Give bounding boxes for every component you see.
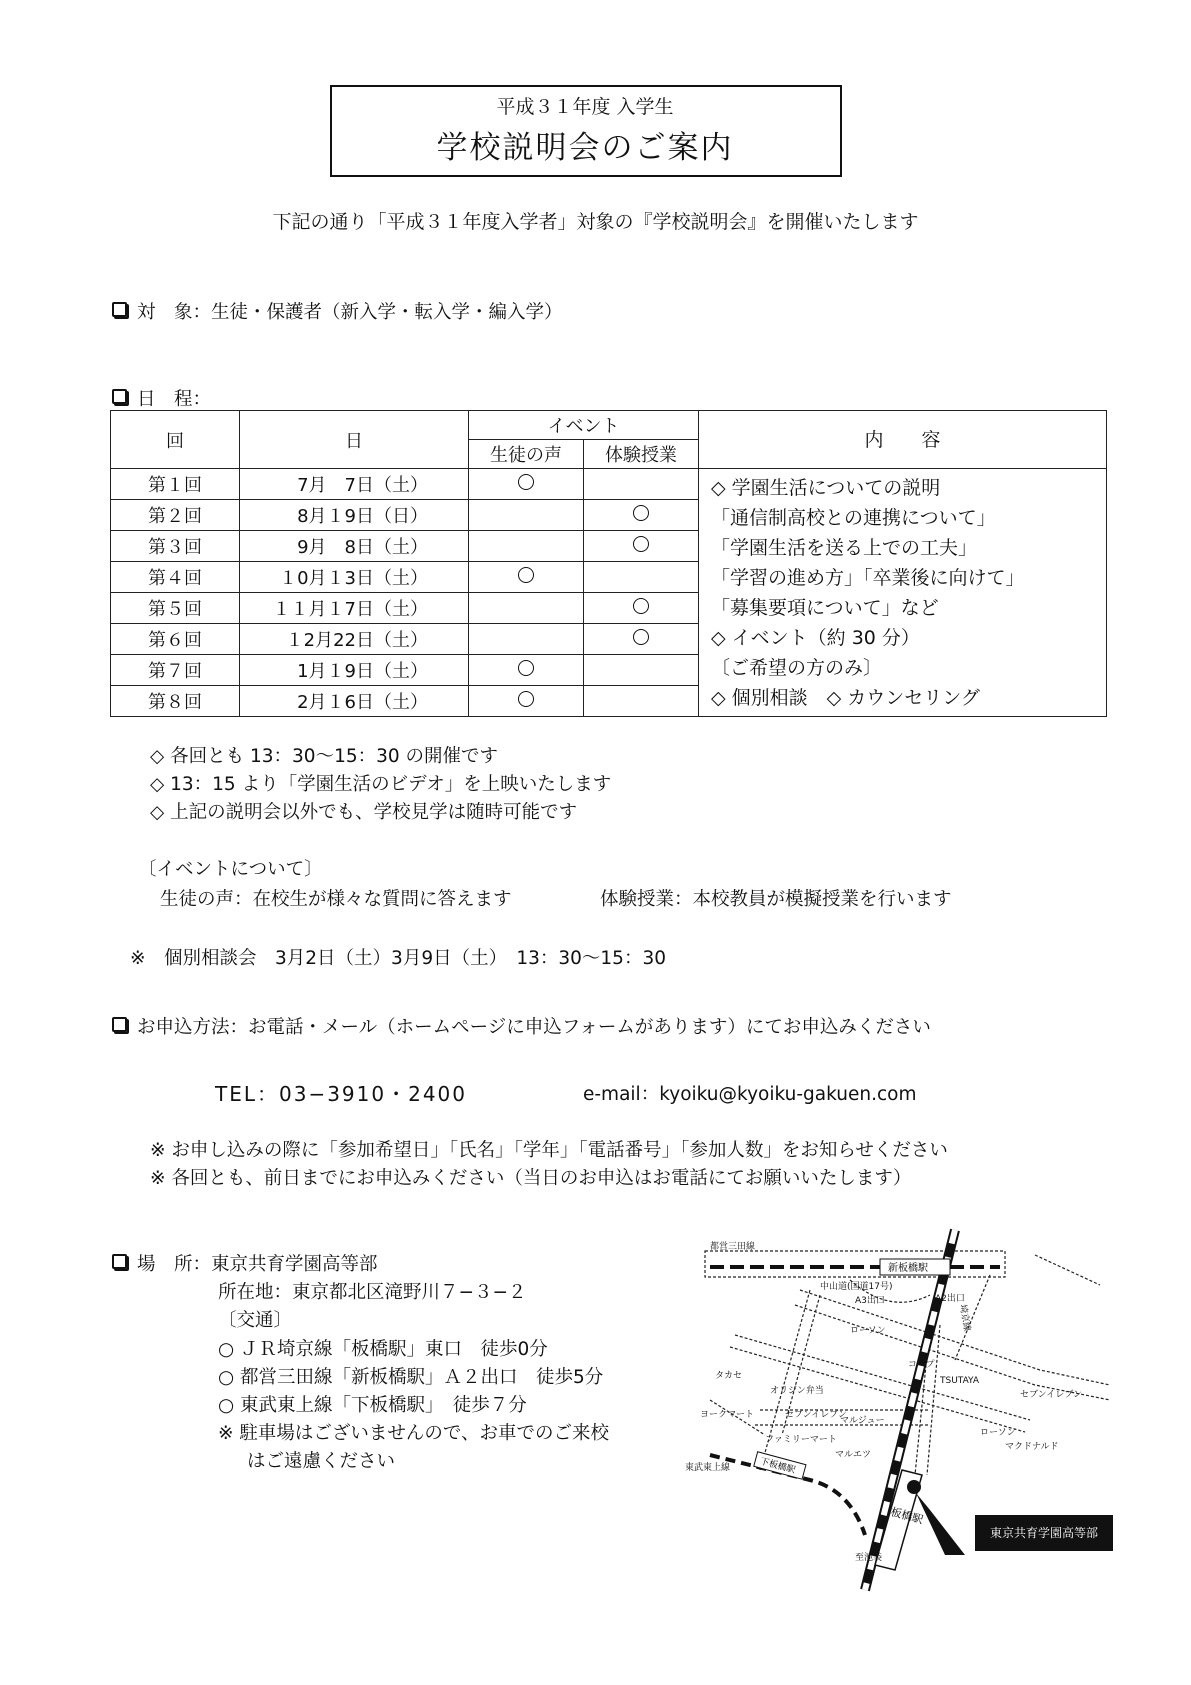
voice-cell [469, 500, 584, 531]
note-time: ◇ 各回とも 13：30〜15：30 の開催です [150, 746, 499, 767]
map-school-pointer [916, 1493, 965, 1555]
email-address: e-mail：kyoiku@kyoiku-gakuen.com [583, 1084, 917, 1105]
voice-cell [469, 531, 584, 562]
session-number: 第４回 [111, 562, 240, 593]
map-road-nakasendo [705, 1251, 1005, 1277]
map-label-ikebukuro: 至池袋 [855, 1553, 883, 1563]
session-number: 第５回 [111, 593, 240, 624]
map-label-maruju: マルジュー [840, 1416, 885, 1426]
consultation-note: ※ 個別相談会 3月2日（土）3月9日（土） 13：30〜15：30 [130, 948, 666, 969]
map-road [800, 1290, 1110, 1385]
target-value: 生徒・保護者（新入学・転入学・編入学） [211, 302, 563, 323]
map-road [1035, 1255, 1100, 1285]
access-tobu: ○ 東武東上線「下板橋駅」 徒歩７分 [218, 1395, 527, 1416]
header-event: イベント [469, 411, 699, 440]
session-date: 1月１9日（土） [240, 655, 469, 686]
apply-note-1: ※ お申し込みの際に「参加希望日」「氏名」「学年」「電話番号」「参加人数」をお知らせください [150, 1140, 948, 1161]
title-subtitle: 平成３１年度 入学生 [496, 96, 674, 118]
header-no: 回 [111, 411, 240, 469]
voice-cell [469, 655, 584, 686]
school-name: 東京共育学園高等部 [211, 1254, 378, 1275]
events-about-heading: 〔イベントについて〕 [138, 859, 323, 880]
access-jr: ○ ＪＲ埼京線「板橋駅」東口 徒歩0分 [218, 1339, 548, 1360]
target-section [112, 298, 563, 324]
trial-cell [584, 593, 699, 624]
header-date: 日 [240, 411, 469, 469]
map-label-a3: A3出口 [855, 1296, 885, 1306]
schedule-label: 日 程： [137, 389, 212, 410]
content-line: 「学園生活を送る上での工夫」 [711, 537, 978, 559]
map-school-marker [907, 1480, 921, 1494]
session-number: 第８回 [111, 686, 240, 717]
note-visit: ◇ 上記の説明会以外でも、学校見学は随時可能です [150, 802, 578, 823]
trial-cell [584, 686, 699, 717]
checkbox-bullet-icon [112, 389, 127, 404]
trial-cell [584, 531, 699, 562]
content-line: ◇ イベント（約 30 分） [711, 627, 920, 649]
session-date: １0月１3日（土） [240, 562, 469, 593]
voice-cell [469, 686, 584, 717]
content-line: 「学習の進め方」「卒業後に向けて」 [711, 567, 1025, 589]
header-trial: 体験授業 [584, 440, 699, 469]
schedule-section-heading [112, 385, 211, 411]
circle-mark-icon [633, 505, 649, 521]
content-line: ◇ 学園生活についての説明 [711, 477, 941, 499]
content-line: 「通信制高校との連携について」 [711, 507, 996, 529]
parking-note-cont: はご遠慮ください [247, 1451, 396, 1472]
map-label-mcd: マクドナルド [1005, 1442, 1059, 1452]
checkbox-bullet-icon [112, 1017, 127, 1032]
apply-section [112, 1013, 931, 1039]
map-label-toei: 都営三田線 [710, 1242, 756, 1252]
session-date: 9月 8日（土） [240, 531, 469, 562]
session-date: １2月22日（土） [240, 624, 469, 655]
session-number: 第７回 [111, 655, 240, 686]
map-label-coop: コープ [908, 1360, 935, 1370]
header-voice: 生徒の声 [469, 440, 584, 469]
intro-text: 下記の通り「平成３１年度入学者」対象の『学校説明会』を開催いたします [272, 211, 919, 233]
map-label-yorkmart: ヨークマート [700, 1410, 755, 1420]
circle-mark-icon [518, 567, 534, 583]
session-number: 第３回 [111, 531, 240, 562]
session-date: 2月１6日（土） [240, 686, 469, 717]
school-address: 所在地：東京都北区滝野川７−３−２ [218, 1282, 527, 1303]
map-label-lawson1: ローソン [850, 1326, 886, 1336]
apply-note-2: ※ 各回とも、前日までにお申込みください（当日のお申込はお電話にてお願いいたします） [150, 1168, 912, 1189]
map-school-label: 東京共育学園高等部 [975, 1515, 1113, 1551]
session-number: 第２回 [111, 500, 240, 531]
content-line: 「募集要項について」など [711, 597, 939, 619]
map-label-shin-itabashi: 新板橋駅 [888, 1263, 928, 1274]
circle-mark-icon [518, 691, 534, 707]
place-label: 場 所： [137, 1254, 212, 1275]
access-heading: 〔交通〕 [218, 1310, 293, 1331]
circle-mark-icon [633, 629, 649, 645]
schedule-table [110, 410, 1107, 717]
map-label-lawson2: ローソン [980, 1428, 1016, 1438]
target-label: 対 象： [137, 302, 212, 323]
map-label-maruetsu: マルエツ [835, 1450, 872, 1460]
map-label-a2: A2出口 [935, 1294, 965, 1304]
map-label-origin: オリジン弁当 [770, 1386, 824, 1396]
map-label-shimoitabashi: 下板橋駅 [758, 1456, 797, 1476]
map-label-tobu: 東武東上線 [685, 1463, 731, 1473]
apply-label: お申込方法： [137, 1017, 249, 1038]
place-section [112, 1250, 378, 1276]
access-toei: ○ 都営三田線「新板橋駅」Ａ２出口 徒歩5分 [218, 1367, 604, 1388]
trial-cell [584, 500, 699, 531]
trial-cell [584, 469, 699, 500]
checkbox-bullet-icon [112, 302, 127, 317]
note-video: ◇ 13：15 より「学園生活のビデオ」を上映いたします [150, 774, 612, 795]
circle-mark-icon [518, 474, 534, 490]
content-line: 〔ご希望の方のみ〕 [711, 657, 883, 679]
map-label-nakasendo: 中山道(国道17号) [820, 1282, 893, 1292]
map-label-takase: タカセ [715, 1371, 743, 1381]
map-label-saikyo: 埼京線 [957, 1303, 972, 1333]
session-date: 7月 7日（土） [240, 469, 469, 500]
session-number: 第１回 [111, 469, 240, 500]
apply-value: お電話・メール（ホームページに申込フォームがあります）にてお申込みください [248, 1017, 931, 1038]
circle-mark-icon [633, 598, 649, 614]
session-date: １１月１7日（土） [240, 593, 469, 624]
page-title: 学校説明会のご案内 [436, 130, 734, 166]
circle-mark-icon [518, 660, 534, 676]
phone-number: TEL：03−3910・2400 [215, 1082, 467, 1106]
table-header-row [111, 411, 1107, 440]
voice-cell [469, 469, 584, 500]
map-label-tsutaya: TSUTAYA [940, 1376, 980, 1386]
header-content: 内 容 [699, 411, 1107, 469]
circle-mark-icon [633, 536, 649, 552]
events-about-trial: 体験授業：本校教員が模擬授業を行います [600, 889, 952, 910]
trial-cell [584, 655, 699, 686]
schedule-body [111, 469, 1107, 717]
checkbox-bullet-icon [112, 1254, 127, 1269]
map-road [735, 1335, 1030, 1420]
events-about-voice: 生徒の声：在校生が様々な質問に答えます [160, 889, 512, 910]
session-date: 8月１9日（日） [240, 500, 469, 531]
map-label-family: ファミリーマート [765, 1435, 837, 1445]
voice-cell [469, 562, 584, 593]
table-row [111, 469, 1107, 500]
voice-cell [469, 624, 584, 655]
trial-cell [584, 562, 699, 593]
map-label-itabashi: 板橋駅 [889, 1505, 925, 1527]
map-label-seven1: セブンイレブン [1020, 1390, 1082, 1400]
session-number: 第６回 [111, 624, 240, 655]
session-content [699, 469, 1107, 717]
voice-cell [469, 593, 584, 624]
content-line: ◇ 個別相談 ◇ カウンセリング [711, 687, 980, 709]
trial-cell [584, 624, 699, 655]
map-label-seven2: セブンイレブン [785, 1410, 847, 1420]
parking-note: ※ 駐車場はございませんので、お車でのご来校 [218, 1423, 610, 1444]
